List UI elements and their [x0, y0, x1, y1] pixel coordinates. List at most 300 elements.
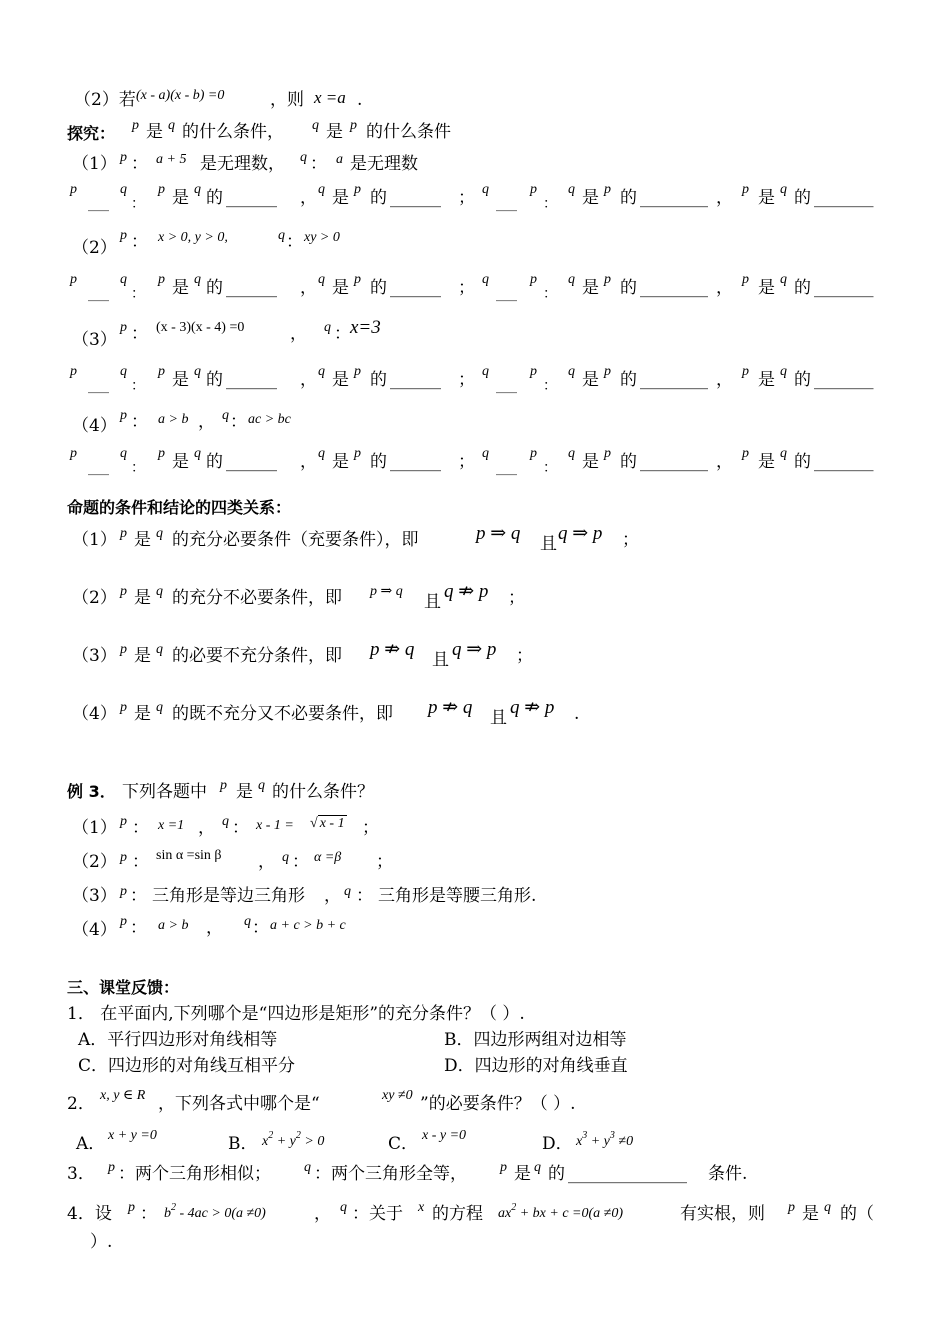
answer-blank[interactable]: ________	[640, 452, 708, 472]
var-q: q	[120, 272, 127, 287]
comma: ，	[300, 370, 317, 390]
item-number: （1）	[72, 154, 117, 174]
var-p: p	[120, 814, 127, 829]
var-q: q	[482, 364, 489, 379]
answer-blank[interactable]: ______	[390, 188, 441, 208]
expr-part: x	[262, 1134, 269, 1149]
text-of: 的	[620, 452, 637, 472]
option-a-expression: x + y =0	[108, 1128, 157, 1143]
q-condition: 三角形是等腰三角形.	[378, 886, 537, 906]
q-condition: ac > bc	[248, 412, 291, 427]
colon: ：	[543, 286, 557, 302]
var-q: q	[344, 884, 351, 899]
comma: ，	[300, 278, 317, 298]
section-title: 三、课堂反馈：	[67, 978, 180, 997]
answer-blank[interactable]: _______	[814, 370, 874, 390]
question-text: 的方程	[432, 1204, 483, 1224]
var-q: q	[482, 182, 489, 197]
var-q: q	[340, 1200, 347, 1215]
var-p: p	[604, 182, 611, 197]
semicolon: ；	[458, 370, 475, 390]
colon: ：	[334, 324, 351, 344]
text-is: 是	[332, 278, 349, 298]
answer-blank[interactable]: ______________	[568, 1164, 687, 1184]
var-q: q	[304, 1160, 311, 1175]
text-is: 是	[758, 188, 775, 208]
var-p: p	[530, 272, 537, 287]
var-q: q	[568, 182, 575, 197]
var-q: q	[222, 408, 229, 423]
var-q: q	[780, 446, 787, 461]
relation-blank[interactable]: ___	[496, 196, 517, 212]
expression: xy ≠0	[382, 1088, 413, 1103]
colon: ：	[132, 852, 149, 872]
option-b[interactable]: B．四边形两组对边相等	[444, 1030, 627, 1050]
text-of: 的	[370, 370, 387, 390]
text-is: 是	[134, 704, 151, 724]
comma: ，	[258, 852, 275, 872]
var-q: q	[278, 228, 285, 243]
text-of: 的（	[840, 1204, 874, 1224]
colon: ：	[230, 412, 247, 432]
question-text: ）.	[90, 1232, 113, 1252]
relation-blank[interactable]: ___	[496, 378, 517, 394]
var-q: q	[318, 182, 325, 197]
p-condition: a + 5	[156, 152, 187, 167]
example-label: 例 3．	[67, 782, 116, 801]
text-is: 是	[134, 588, 151, 608]
comma: ，	[324, 886, 341, 906]
var-q: q	[324, 320, 331, 335]
colon: ：	[543, 460, 557, 476]
answer-blank[interactable]: _______	[814, 452, 874, 472]
var-p: p	[354, 182, 361, 197]
q-text: 是无理数	[350, 154, 418, 174]
comma: ，	[716, 188, 733, 208]
expr-part: > 0	[300, 1134, 325, 1149]
colon: ：	[543, 378, 557, 394]
text-what-condition: 的什么条件，	[182, 122, 284, 142]
question-text: 有实根，则	[680, 1204, 765, 1224]
var-p: p	[120, 700, 127, 715]
colon: ：	[132, 818, 149, 838]
answer-blank[interactable]: ______	[226, 188, 277, 208]
var-p: p	[742, 364, 749, 379]
var-p: p	[158, 364, 165, 379]
sqrt-expression: √ x - 1	[310, 816, 345, 831]
colon: ：	[131, 412, 148, 432]
relation-text: 的必要不充分条件，即	[172, 646, 342, 666]
var-p: p	[120, 642, 127, 657]
colon: ：	[130, 918, 147, 938]
var-p: p	[350, 118, 357, 133]
sqrt-radicand: x - 1	[319, 816, 345, 831]
var-p: p	[120, 150, 127, 165]
answer-blank[interactable]: ________	[640, 278, 708, 298]
var-q: q	[120, 182, 127, 197]
var-q: q	[194, 364, 201, 379]
comma: ，	[716, 278, 733, 298]
var-q: q	[568, 446, 575, 461]
colon: ：	[131, 154, 148, 174]
text-and: 且	[424, 592, 441, 612]
option-b-expression	[262, 1124, 324, 1154]
option-d-expression	[576, 1124, 633, 1154]
answer-blank[interactable]: ______	[226, 370, 277, 390]
comma: ，	[314, 1204, 331, 1224]
relation-text: 的充分不必要条件，即	[172, 588, 342, 608]
text-is: 是	[172, 278, 189, 298]
text-then: ，则	[270, 90, 304, 110]
item-number: （4）	[72, 416, 117, 436]
exponent: 2	[171, 1202, 176, 1213]
end-mark: ；	[516, 646, 533, 666]
q-condition: x - 1 =	[256, 818, 294, 833]
var-p: p	[788, 1200, 795, 1215]
question-number: 2．	[67, 1094, 95, 1114]
p-condition	[164, 1196, 266, 1226]
p-condition: x =1	[158, 818, 185, 833]
var-p: p	[530, 364, 537, 379]
var-q: q	[534, 1160, 541, 1175]
colon: ：	[130, 886, 147, 906]
var-x: x	[418, 1200, 425, 1215]
var-p: p	[70, 272, 77, 287]
q-condition: a	[336, 152, 343, 167]
text-is: 是	[134, 530, 151, 550]
colon: ：	[232, 818, 249, 838]
equation	[498, 1196, 623, 1226]
comma: ，	[716, 370, 733, 390]
colon: ：	[131, 324, 148, 344]
text-and: 且	[490, 708, 507, 728]
var-p: p	[604, 446, 611, 461]
var-p: p	[120, 526, 127, 541]
option-b[interactable]: B．	[228, 1134, 258, 1154]
var-p: p	[742, 182, 749, 197]
question-text: ”的必要条件？（ ）.	[420, 1094, 576, 1114]
section-title: 命题的条件和结论的四类关系：	[67, 498, 292, 517]
question-text: 1． 在平面内,下列哪个是“四边形是矩形”的充分条件？（ ）.	[67, 1004, 525, 1024]
relation-blank[interactable]: ___	[88, 196, 109, 212]
exponent: 2	[268, 1130, 274, 1141]
answer-blank[interactable]: _______	[814, 278, 874, 298]
comma: ，	[300, 188, 317, 208]
p-condition: (x - 3)(x - 4) =0	[156, 320, 245, 335]
colon: ：	[131, 232, 148, 252]
question-text: ：两个三角形全等，	[314, 1164, 467, 1184]
question-text: ：两个三角形相似；	[118, 1164, 271, 1184]
var-q: q	[168, 118, 175, 133]
var-q: q	[244, 914, 251, 929]
item-number: （4）	[72, 704, 117, 724]
var-q: q	[282, 850, 289, 865]
var-p: p	[120, 584, 127, 599]
text-of: 的	[206, 452, 223, 472]
conclusion: x =a	[314, 88, 346, 107]
expr-part: ax	[498, 1206, 512, 1221]
var-q: q	[312, 118, 319, 133]
text-of: 的	[206, 278, 223, 298]
var-q: q	[300, 150, 307, 165]
p-condition: sin α =sin β	[156, 848, 222, 863]
item-number: （1）	[72, 818, 117, 838]
option-d[interactable]: D．	[542, 1134, 573, 1154]
var-q: q	[780, 364, 787, 379]
answer-blank[interactable]: ________	[640, 188, 708, 208]
colon: ：	[131, 196, 145, 212]
colon: ：	[131, 378, 145, 394]
exponent: 3	[582, 1130, 588, 1141]
var-q: q	[120, 364, 127, 379]
text-is: 是	[326, 122, 343, 142]
exponent: 2	[511, 1202, 517, 1213]
text-is: 是	[582, 370, 599, 390]
q-condition: α =β	[314, 850, 342, 865]
colon: ：	[292, 852, 309, 872]
var-p: p	[70, 182, 77, 197]
semicolon: ；	[458, 188, 475, 208]
implication-left: p ⇒ q	[476, 523, 521, 544]
var-q: q	[482, 272, 489, 287]
var-q: q	[156, 700, 163, 715]
text-of: 的	[370, 188, 387, 208]
answer-blank[interactable]: ______	[390, 370, 441, 390]
text-is: 是	[758, 278, 775, 298]
var-q: q	[120, 446, 127, 461]
option-a[interactable]: A．	[76, 1134, 106, 1154]
option-c-expression: x - y =0	[422, 1128, 467, 1143]
text-is: 是	[332, 370, 349, 390]
question-text: ，下列各式中哪个是“	[158, 1094, 320, 1114]
var-q: q	[318, 364, 325, 379]
var-p: p	[742, 272, 749, 287]
implication-right: q ⇒ p	[558, 523, 603, 544]
answer-blank[interactable]: ______	[226, 452, 277, 472]
answer-blank[interactable]: ________	[640, 370, 708, 390]
text-of: 的	[206, 188, 223, 208]
end-mark: .	[574, 704, 580, 724]
var-p: p	[108, 1160, 115, 1175]
var-q: q	[482, 446, 489, 461]
colon: ：	[543, 196, 557, 212]
text-of: 的	[794, 452, 811, 472]
semicolon: ；	[458, 452, 475, 472]
colon: ：	[131, 460, 145, 476]
var-q: q	[780, 272, 787, 287]
text-is: 是	[146, 122, 163, 142]
var-p: p	[158, 446, 165, 461]
var-p: p	[354, 364, 361, 379]
var-p: p	[120, 914, 127, 929]
var-p: p	[70, 446, 77, 461]
var-p: p	[120, 850, 127, 865]
semicolon: ；	[458, 278, 475, 298]
var-q: q	[568, 364, 575, 379]
text-what-condition: 的什么条件	[366, 122, 451, 142]
var-p: p	[500, 1160, 507, 1175]
text-is: 是	[332, 188, 349, 208]
exponent: 2	[295, 1130, 301, 1141]
var-p: p	[120, 320, 127, 335]
expr-part: + y	[587, 1134, 610, 1149]
end-mark: ；	[622, 530, 639, 550]
implication-right: q ⇏ p	[510, 697, 555, 718]
var-q: q	[318, 272, 325, 287]
text-of: 的	[794, 188, 811, 208]
expr-part: x	[576, 1134, 583, 1149]
option-a[interactable]: A．平行四边形对角线相等	[78, 1030, 278, 1050]
var-p: p	[120, 884, 127, 899]
item-number: （4）	[72, 920, 117, 940]
p-condition: a > b	[158, 918, 189, 933]
expr-part: - 4ac > 0(a ≠0)	[176, 1206, 266, 1221]
implication-right: q ⇒ p	[452, 639, 497, 660]
var-p: p	[742, 446, 749, 461]
period: .	[357, 90, 363, 110]
var-p: p	[128, 1200, 135, 1215]
item-number: （3）	[72, 646, 117, 666]
colon: ：	[310, 154, 327, 174]
relation-blank[interactable]: ___	[88, 378, 109, 394]
end-mark: ；	[376, 852, 393, 872]
item-number: （2）	[72, 588, 117, 608]
relation-blank[interactable]: ___	[88, 460, 109, 476]
item-number: （2）	[72, 852, 117, 872]
var-p: p	[120, 408, 127, 423]
expr-part: + y	[273, 1134, 296, 1149]
relation-blank[interactable]: ___	[496, 460, 517, 476]
text-is: 是	[758, 370, 775, 390]
colon: ：	[140, 1204, 157, 1224]
text-of: 的	[620, 278, 637, 298]
text-and: 且	[540, 534, 557, 554]
comma: ，	[300, 452, 317, 472]
p-condition: x > 0, y > 0,	[158, 230, 228, 245]
text-is: 是	[172, 370, 189, 390]
var-p: p	[604, 272, 611, 287]
comma: ，	[290, 324, 307, 344]
text-and: 且	[432, 650, 449, 670]
var-p: p	[120, 228, 127, 243]
text-is: 是	[802, 1204, 819, 1224]
text-of: 的	[794, 278, 811, 298]
colon: ：	[131, 286, 145, 302]
var-p: p	[530, 446, 537, 461]
text-is: 是	[582, 278, 599, 298]
q-condition: x=3	[350, 317, 381, 338]
question-number: 3．	[67, 1164, 95, 1184]
comma: ，	[716, 452, 733, 472]
comma: ，	[198, 412, 215, 432]
question-number: 4．设	[67, 1204, 112, 1224]
colon: ：	[286, 232, 303, 252]
equation: (x - a)(x - b) =0	[136, 88, 225, 103]
var-q: q	[156, 642, 163, 657]
end-mark: ；	[508, 588, 525, 608]
comma: ，	[206, 918, 223, 938]
text-is: 是	[758, 452, 775, 472]
var-q: q	[156, 526, 163, 541]
item-number: （2）	[72, 238, 117, 258]
text-of: 的	[206, 370, 223, 390]
p-text: 是无理数，	[200, 154, 285, 174]
var-q: q	[824, 1200, 831, 1215]
item-number: （1）	[72, 530, 117, 550]
implication-left: p ⇒ q	[370, 584, 403, 599]
example-text: 下列各题中	[122, 782, 207, 802]
var-q: q	[568, 272, 575, 287]
var-q: q	[318, 446, 325, 461]
var-q: q	[194, 272, 201, 287]
expr-part: + bx + c =0(a ≠0)	[516, 1206, 623, 1221]
implication-left: p ⇏ q	[370, 639, 415, 660]
var-q: q	[194, 182, 201, 197]
var-p: p	[158, 272, 165, 287]
answer-blank[interactable]: _______	[814, 188, 874, 208]
comma: ，	[198, 818, 215, 838]
answer-blank[interactable]: ______	[390, 278, 441, 298]
text-of: 的	[370, 278, 387, 298]
relation-blank[interactable]: ___	[496, 286, 517, 302]
colon: ：	[356, 886, 373, 906]
text-of: 的	[620, 188, 637, 208]
answer-blank[interactable]: ______	[390, 452, 441, 472]
var-p: p	[220, 778, 227, 793]
option-c[interactable]: C．四边形的对角线互相平分	[78, 1056, 296, 1076]
text-of: 的	[370, 452, 387, 472]
var-p: p	[604, 364, 611, 379]
relation-text: 的既不充分又不必要条件，即	[172, 704, 393, 724]
text-of: 的	[794, 370, 811, 390]
var-p: p	[354, 272, 361, 287]
condition: x, y ∈ R	[100, 1088, 146, 1103]
item-number: （3）	[72, 330, 117, 350]
relation-text: 的充分必要条件（充要条件），即	[172, 530, 419, 550]
var-p: p	[132, 118, 139, 133]
text-of: 的	[620, 370, 637, 390]
var-q: q	[222, 814, 229, 829]
text-is: 是	[582, 452, 599, 472]
item-number: （3）	[72, 886, 117, 906]
var-q: q	[156, 584, 163, 599]
var-p: p	[70, 364, 77, 379]
text-of: 的	[548, 1164, 565, 1184]
p-condition: 三角形是等边三角形	[152, 886, 305, 906]
expr-part: ≠0	[614, 1134, 634, 1149]
text-is: 是	[172, 188, 189, 208]
var-q: q	[780, 182, 787, 197]
question-text: ：关于	[352, 1204, 403, 1224]
question-text: 条件.	[708, 1164, 748, 1184]
option-c[interactable]: C．	[388, 1134, 419, 1154]
answer-blank[interactable]: ______	[226, 278, 277, 298]
text-is: 是	[134, 646, 151, 666]
relation-blank[interactable]: ___	[88, 286, 109, 302]
text-is: 是	[236, 782, 253, 802]
p-condition: a > b	[158, 412, 189, 427]
explore-label: 探究：	[67, 124, 116, 143]
var-q: q	[258, 778, 265, 793]
option-d[interactable]: D．四边形的对角线垂直	[444, 1056, 628, 1076]
end-mark: ；	[362, 818, 379, 838]
text-is: 是	[172, 452, 189, 472]
var-p: p	[354, 446, 361, 461]
implication-left: p ⇏ q	[428, 697, 473, 718]
implication-right: q ⇏ p	[444, 581, 489, 602]
item-number: （2）若	[74, 90, 136, 110]
var-p: p	[530, 182, 537, 197]
